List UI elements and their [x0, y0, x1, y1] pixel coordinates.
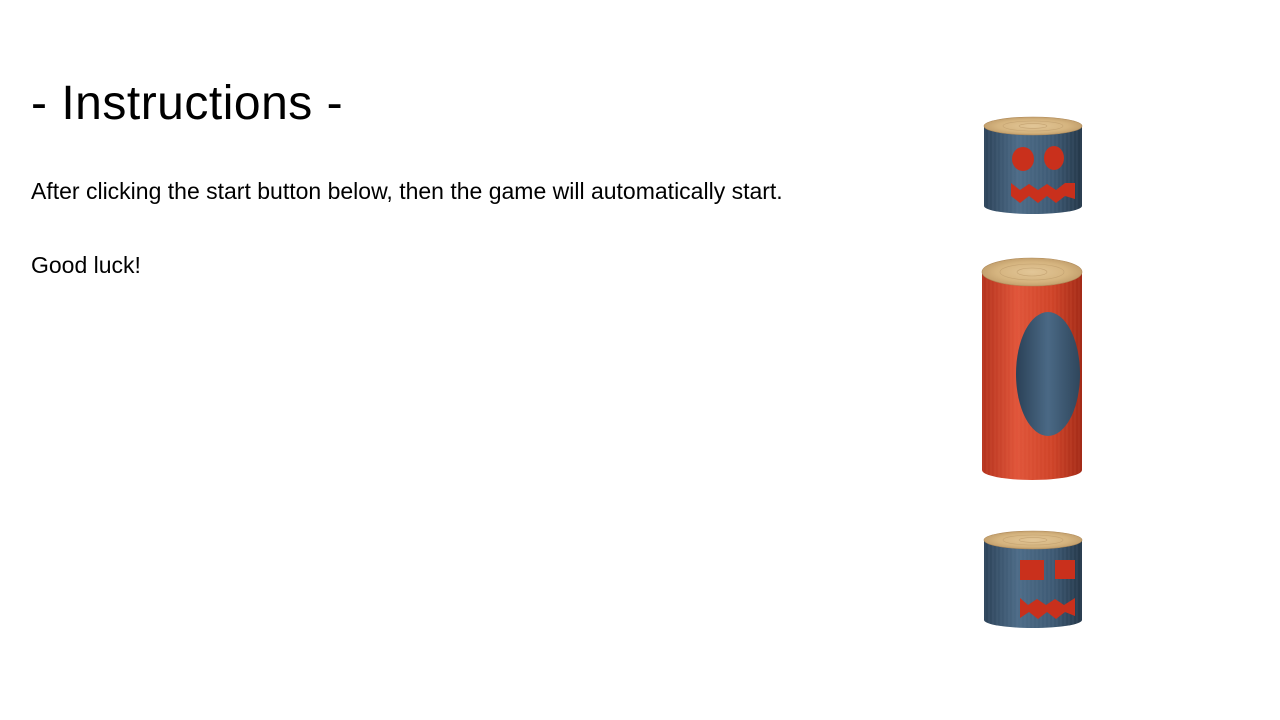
blue-log-round-eyes: [980, 110, 1086, 218]
instructions-title: - Instructions -: [31, 77, 344, 130]
instruction-text: After clicking the start button below, then the game will automatically start.: [31, 178, 783, 204]
good-luck-text: Good luck!: [31, 252, 141, 278]
blue-log-square-eyes: [980, 526, 1086, 634]
left-eye: [1012, 147, 1034, 171]
red-log-oval-window: [978, 252, 1086, 484]
oval-window: [1016, 312, 1080, 436]
right-eye: [1044, 146, 1064, 170]
left-square-eye: [1020, 560, 1044, 580]
right-square-eye: [1055, 560, 1075, 579]
